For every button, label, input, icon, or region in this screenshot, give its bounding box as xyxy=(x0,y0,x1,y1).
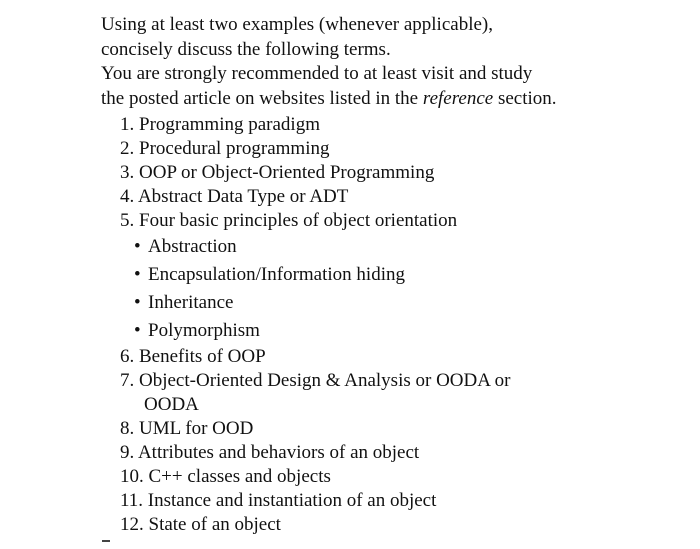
intro-line-3: You are strongly recommended to at least visit and study xyxy=(101,63,533,84)
principle-item xyxy=(134,233,590,261)
principle-item xyxy=(134,289,590,317)
list-item-principles-label: 5. Four basic principles of object orientation xyxy=(120,209,458,231)
principle-item xyxy=(134,317,590,345)
principles-sublist xyxy=(120,233,590,345)
reference-word: reference xyxy=(422,87,494,109)
list-item-line-2: OODA xyxy=(144,393,199,415)
principle-label: Encapsulation/Information hiding xyxy=(148,263,405,285)
list-item-principles xyxy=(120,209,590,345)
bullet-icon: • xyxy=(134,235,141,257)
list-item-wrapped xyxy=(120,369,590,417)
list-item: 12. State of an object xyxy=(120,513,281,535)
principle-label: Inheritance xyxy=(148,291,234,313)
bullet-icon: • xyxy=(134,291,141,313)
list-item: 4. Abstract Data Type or ADT xyxy=(120,185,349,207)
list-item: 3. OOP or Object-Oriented Programming xyxy=(120,161,435,183)
principle-label: Abstraction xyxy=(148,235,237,257)
list-item: 10. C++ classes and objects xyxy=(120,465,331,487)
cut-off-text-fragment xyxy=(102,540,110,549)
principle-item xyxy=(134,261,590,289)
terms-list xyxy=(120,113,590,537)
intro-line-2: concisely discuss the following terms. xyxy=(101,38,391,60)
intro-line-4 xyxy=(101,87,661,112)
intro-line-4-start: the posted article on websites listed in the xyxy=(101,87,423,109)
instructions-paragraph xyxy=(101,13,661,111)
intro-line-4-end: section. xyxy=(493,87,557,109)
list-item: 1. Programming paradigm xyxy=(120,113,320,135)
bullet-icon: • xyxy=(134,319,141,341)
list-item: 6. Benefits of OOP xyxy=(120,345,266,367)
list-item: 2. Procedural programming xyxy=(120,137,330,159)
intro-line-1: Using at least two examples (whenever applicable), xyxy=(101,14,493,35)
principle-label: Polymorphism xyxy=(148,319,260,341)
list-item: 8. UML for OOD xyxy=(120,417,254,439)
list-item-line-1: 7. Object-Oriented Design & Analysis or OODA or xyxy=(120,369,511,391)
list-item: 11. Instance and instantiation of an object xyxy=(120,489,437,511)
bullet-icon: • xyxy=(134,263,141,285)
list-item: 9. Attributes and behaviors of an object xyxy=(120,441,420,463)
